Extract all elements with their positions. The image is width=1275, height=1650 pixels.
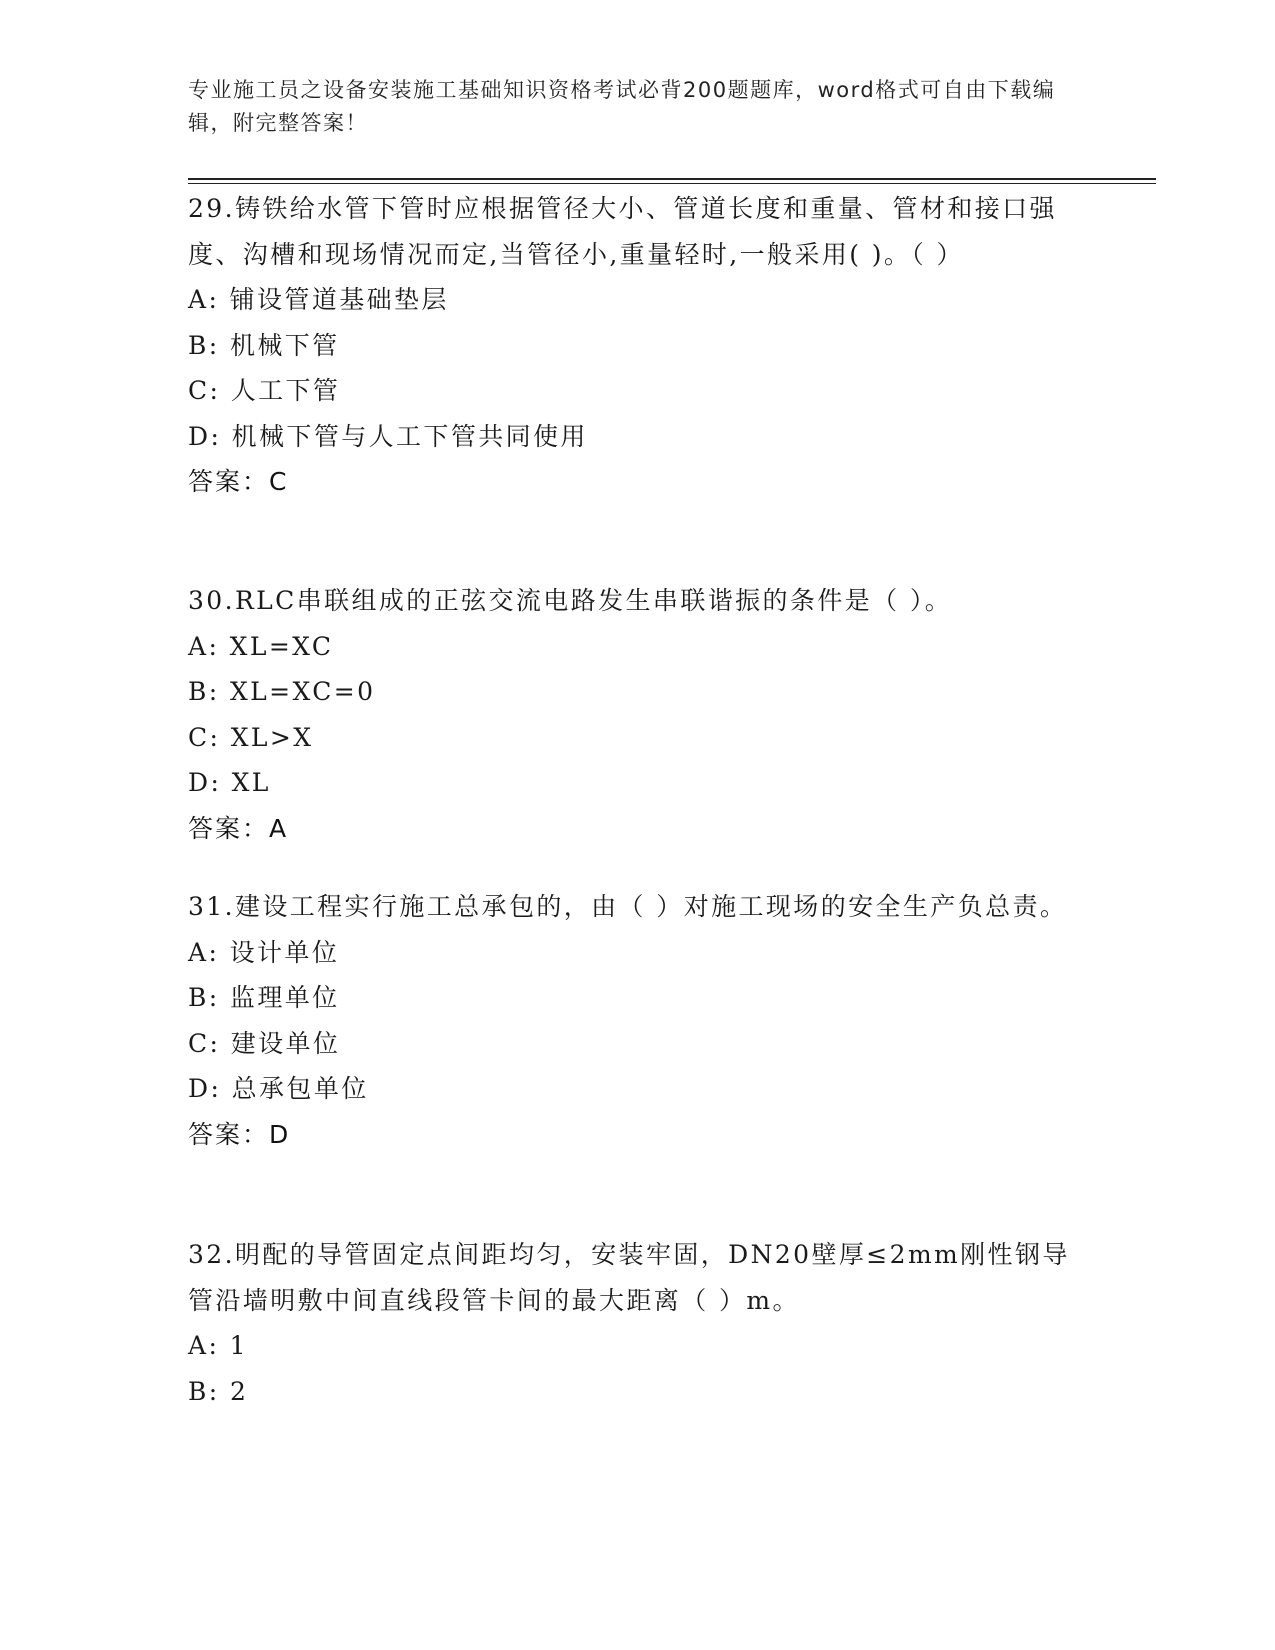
question-stem: 31.建设工程实行施工总承包的，由（ ）对施工现场的安全生产负总责。 (188, 892, 1068, 921)
question-29 (188, 186, 1078, 505)
option-c: C: XL>X (188, 722, 314, 752)
question-stem: 29.铸铁给水管下管时应根据管径大小、管道长度和重量、管材和接口强度、沟槽和现场情况而定,当管径小,重量轻时,一般采用( )。（ ） (188, 194, 1057, 269)
header-rule-thick (188, 178, 1156, 180)
option-a: A: XL=XC (188, 631, 334, 661)
option-c: C: 建设单位 (188, 1028, 341, 1058)
answer-line: 答案：C (188, 467, 289, 496)
question-31 (188, 884, 1078, 1157)
document-header: 专业施工员之设备安装施工基础知识资格考试必背200题题库，word格式可自由下载编辑，附完整答案！ (188, 78, 1056, 135)
option-a: A: 1 (188, 1331, 248, 1360)
header-rule-thin (188, 183, 1156, 184)
option-b: B: 监理单位 (188, 983, 340, 1012)
option-d: D: XL (188, 768, 271, 797)
option-a: A: 设计单位 (188, 937, 340, 967)
question-stem: 32.明配的导管固定点间距均匀，安装牢固，DN20壁厚≤2mm刚性钢导管沿墙明敷中间直线段管卡间的最大距离（ ）m。 (188, 1240, 1070, 1315)
question-stem: 30.RLC串联组成的正弦交流电路发生串联谐振的条件是（ ）。 (188, 586, 953, 615)
question-32 (188, 1232, 1078, 1414)
question-30 (188, 578, 1078, 851)
option-b: B: 2 (188, 1376, 249, 1406)
option-c: C: 人工下管 (188, 376, 341, 405)
option-d: D: 总承包单位 (188, 1074, 369, 1103)
option-a: A: 铺设管道基础垫层 (188, 285, 449, 314)
option-d: D: 机械下管与人工下管共同使用 (188, 421, 588, 451)
option-b: B: XL=XC=0 (188, 677, 376, 706)
option-b: B: 机械下管 (188, 330, 340, 360)
answer-line: 答案：A (188, 813, 289, 843)
answer-line: 答案：D (188, 1119, 291, 1149)
